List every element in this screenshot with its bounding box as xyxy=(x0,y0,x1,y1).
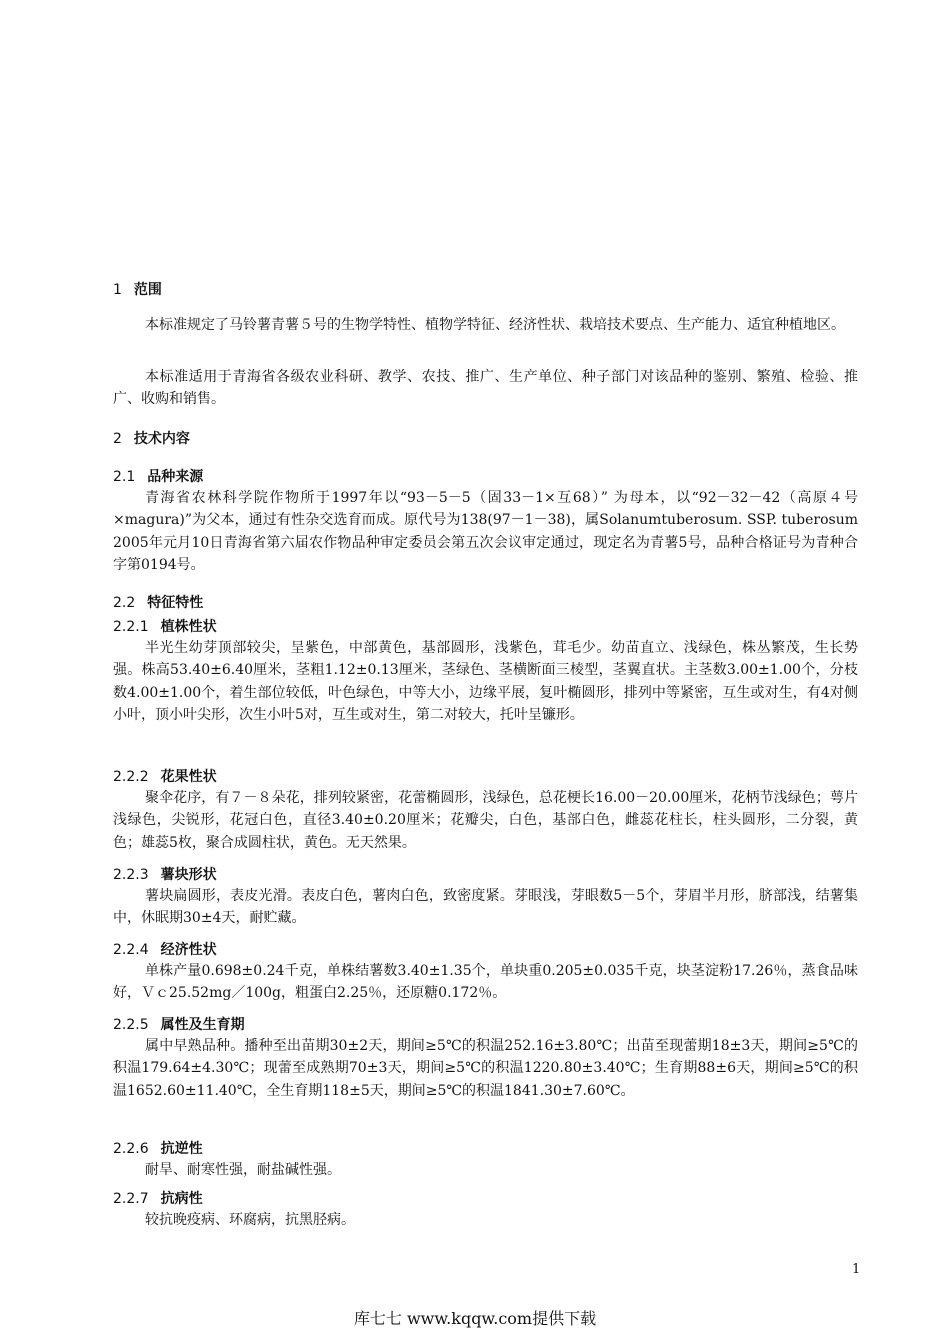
section-heading-characteristics: 2.2 特征特性 xyxy=(113,595,204,611)
section-title: 抗病性 xyxy=(160,1191,203,1207)
paragraph-stress: 耐旱、耐寒性强，耐盐碱性强。 xyxy=(145,1162,341,1178)
footer-watermark: 库七七 www.kqqw.com提供下载 xyxy=(353,1309,597,1328)
section-heading-plant: 2.2.1 植株性状 xyxy=(113,619,217,635)
section-heading-scope: 1 范围 xyxy=(113,282,162,298)
section-heading-tuber: 2.2.3 薯块形状 xyxy=(113,867,217,883)
paragraph-flower: 聚伞花序，有７－８朵花，排列较紧密，花蕾椭圆形，浅绿色，总花梗长16.00－20.00厘米，花柄节浅绿色；萼片浅绿色，尖锐形，花冠白色，直径3.40±0.20厘米；花瓣尖，白色，基部白色，雌蕊花柱长，柱头圆形，二分裂，黄色；雄蕊5枚，聚合成圆柱状，黄色。无天然果。 xyxy=(113,790,858,851)
paragraph-disease: 较抗晚疫病、环腐病，抗黑胫病。 xyxy=(145,1212,355,1228)
section-heading-technical: 2 技术内容 xyxy=(113,431,190,447)
section-title: 特征特性 xyxy=(147,595,204,611)
section-title: 经济性状 xyxy=(160,942,217,958)
page-number: 1 xyxy=(852,1262,861,1277)
paragraph-growth: 属中早熟品种。播种至出苗期30±2天，期间≥5℃的积温252.16±3.80℃；出苗至现蕾期18±3天，期间≥5℃的积温179.64±4.30℃；现蕾至成熟期70±3天，期间≥5℃的积温1220.80±3.40℃；生育期88±6天，期间≥5℃的积温1652.60±11.40℃，全生育期118±5天，期间≥5℃的积温1841.30±7.60℃。 xyxy=(113,1038,858,1099)
section-title: 抗逆性 xyxy=(160,1141,203,1157)
section-title: 植株性状 xyxy=(160,619,217,635)
paragraph-tuber: 薯块扁圆形，表皮光滑。表皮白色，薯肉白色，致密度紧。芽眼浅，芽眼数5－5个，芽眉半月形，脐部浅，结薯集中，休眠期30±4天，耐贮藏。 xyxy=(113,888,858,927)
section-heading-flower: 2.2.2 花果性状 xyxy=(113,769,217,785)
paragraph-economic: 单株产量0.698±0.24千克，单株结薯数3.40±1.35个，单块重0.205±0.035千克，块茎淀粉17.26％，蒸食品味好，Ｖｃ25.52mg／100g，粗蛋白2.25％，还原糖0.172％。 xyxy=(113,963,858,1002)
section-title: 品种来源 xyxy=(147,469,204,485)
paragraph-scope-2: 本标准适用于青海省各级农业科研、教学、农技、推广、生产单位、种子部门对该品种的鉴别、繁殖、检验、推广、收购和销售。 xyxy=(113,369,858,408)
section-title: 薯块形状 xyxy=(160,867,217,883)
section-heading-growth: 2.2.5 属性及生育期 xyxy=(113,1017,245,1033)
section-heading-disease: 2.2.7 抗病性 xyxy=(113,1191,203,1207)
paragraph-plant: 半光生幼芽顶部较尖，呈紫色，中部黄色，基部圆形，浅紫色，茸毛少。幼苗直立、浅绿色，株丛繁茂，生长势强。株高53.40±6.40厘米，茎粗1.12±0.13厘米，茎绿色、茎横断面三棱型，茎翼直状。主茎数3.00±1.00个，分枝数4.00±1.00个，着生部位较低，叶色绿色，中等大小，边缘平展，复叶椭圆形，排列中等紧密，互生或对生，有4对侧小叶，顶小叶尖形，次生小叶5对，互生或对生，第二对较大，托叶呈镰形。 xyxy=(113,640,858,724)
section-title: 属性及生育期 xyxy=(160,1017,245,1033)
section-title: 范围 xyxy=(133,282,162,298)
section-title: 花果性状 xyxy=(160,769,217,785)
section-title: 技术内容 xyxy=(133,431,190,447)
section-heading-origin: 2.1 品种来源 xyxy=(113,469,204,485)
section-heading-stress: 2.2.6 抗逆性 xyxy=(113,1141,203,1157)
paragraph-origin: 青海省农林科学院作物所于1997年以“93－5－5（固33－1×互68）” 为母本，以“92－32－42（高原４号×magura)”为父本，通过有性杂交选育而成。原代号为138(97－1－38)，属Solanumtuberosum. SSP. tuberosum 2005年元月10日青海省第六届农作物品种审定委员会第五次会议审定通过，现定名为青薯5号，品种合格证号为青种合字第0194号。 xyxy=(113,490,858,574)
paragraph-scope-1: 本标准规定了马铃薯青薯５号的生物学特性、植物学特征、经济性状、栽培技术要点、生产能力、适宜种植地区。 xyxy=(145,317,845,333)
section-heading-economic: 2.2.4 经济性状 xyxy=(113,942,217,958)
